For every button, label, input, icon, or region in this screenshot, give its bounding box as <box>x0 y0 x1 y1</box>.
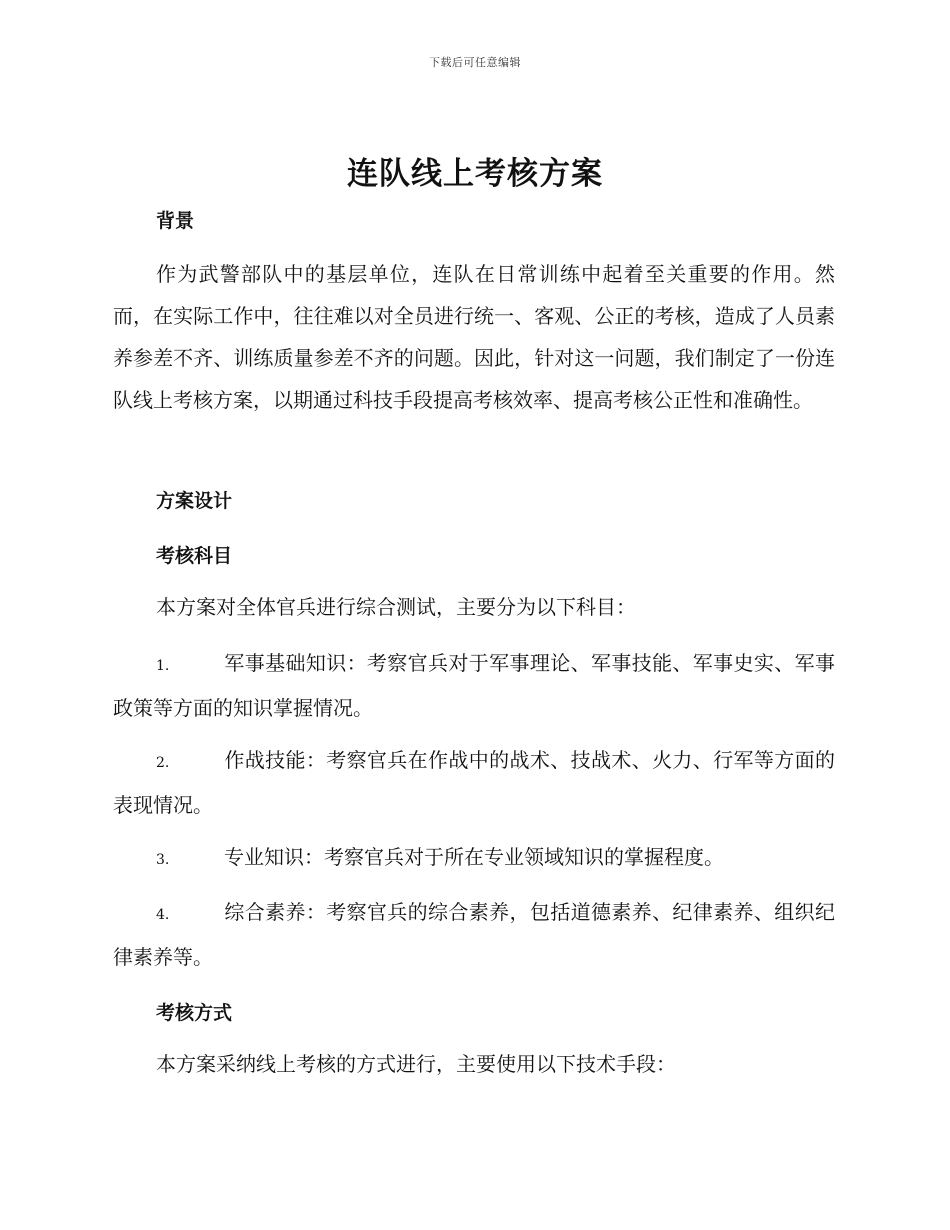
subjects-intro: 本方案对全体官兵进行综合测试，主要分为以下科目： <box>156 595 636 619</box>
list-item-number: 4. <box>156 907 170 923</box>
list-item-text: 作战技能：考察官兵在作战中的战术、技战术、火力、行军等方面的表现情况。 <box>113 748 835 817</box>
document-title: 连队线上考核方案 <box>347 156 603 192</box>
header-note: 下载后可任意编辑 <box>429 56 521 69</box>
list-item-text: 综合素养：考察官兵的综合素养，包括道德素养、纪律素养、组织纪律素养等。 <box>113 900 835 969</box>
background-paragraph: 作为武警部队中的基层单位，连队在日常训练中起着至关重要的作用。然而，在实际工作中，往往难以对全员进行统一、客观、公正的考核，造成了人员素养参差不齐、训练质量参差不齐的问题。因此，针对这一问题，我们制定了一份连队线上考核方案，以期通过科技手段提高考核效率、提高考核公正性和准确性。 <box>113 262 835 412</box>
list-item-text: 军事基础知识：考察官兵对于军事理论、军事技能、军事史实、军事政策等方面的知识掌握情况。 <box>113 651 835 720</box>
list-item-number: 3. <box>156 852 170 868</box>
list-item-text: 专业知识：考察官兵对于所在专业领域知识的掌握程度。 <box>224 845 724 869</box>
heading-subjects: 考核科目 <box>156 545 233 567</box>
heading-method: 考核方式 <box>156 1002 233 1024</box>
method-intro: 本方案采纳线上考核的方式进行，主要使用以下技术手段： <box>156 1052 676 1076</box>
list-item <box>113 739 835 826</box>
list-item <box>113 836 835 881</box>
heading-background: 背景 <box>156 210 195 232</box>
heading-design: 方案设计 <box>156 490 233 512</box>
list-item-number: 2. <box>156 755 170 771</box>
list-item-number: 1. <box>156 658 170 674</box>
list-item <box>113 642 835 729</box>
list-item <box>113 891 835 978</box>
